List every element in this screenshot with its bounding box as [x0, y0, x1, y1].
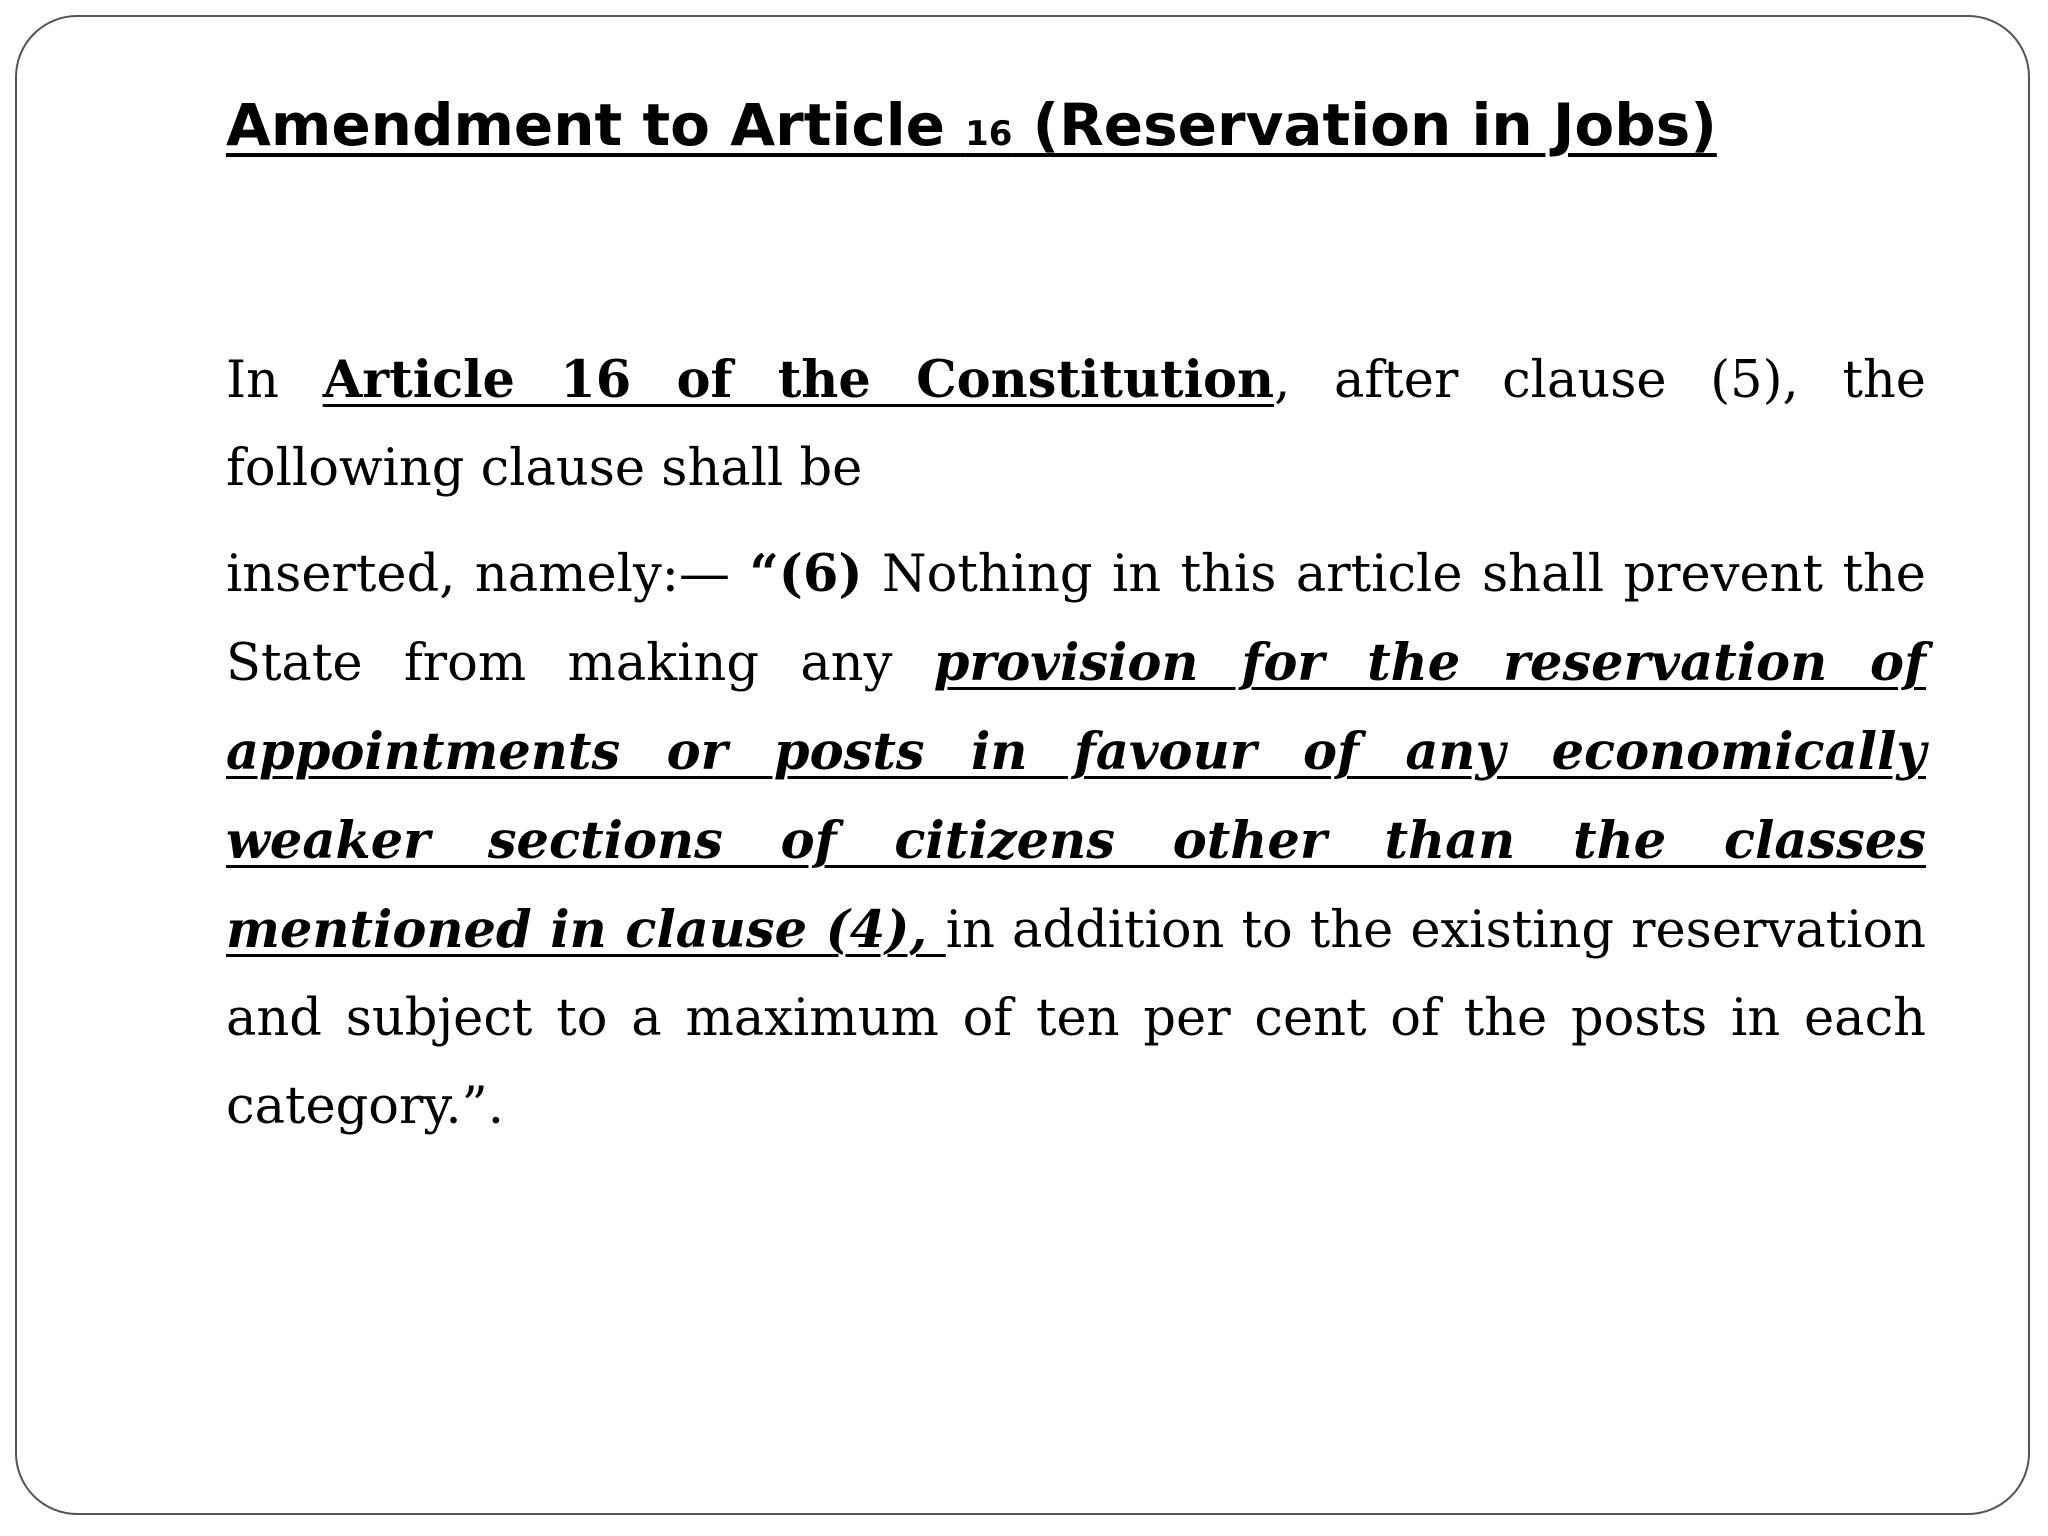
- clause-text-1: Nothing in this article shall prevent the State from making any: [226, 545, 1926, 693]
- title-part-1: Amendment to Article: [226, 91, 966, 159]
- paragraph-intro-lead: In: [226, 351, 323, 410]
- clause-text-2: in addition to the existing reservation and subject to a maximum of ten per cent of the posts in each category.”.: [226, 901, 1926, 1136]
- reservation-provision: provision for the reservation of appointments or posts in favour of any economically weaker sections of citizens other than the classes mentioned in clause (4),: [226, 633, 1926, 960]
- clause-lead: inserted, namely:—: [226, 545, 750, 604]
- slide-title: [226, 82, 1717, 177]
- paragraph-clause-6: [226, 530, 1926, 1151]
- paragraph-intro-rest: , after clause (5), the following clause shall be: [226, 351, 1926, 498]
- paragraph-intro: [226, 336, 1926, 513]
- title-part-2: (Reservation in Jobs): [1012, 91, 1717, 159]
- clause-label: “(6): [749, 544, 863, 604]
- title-article-number: 16: [965, 114, 1013, 154]
- article-reference: Article 16 of the Constitution: [322, 350, 1275, 410]
